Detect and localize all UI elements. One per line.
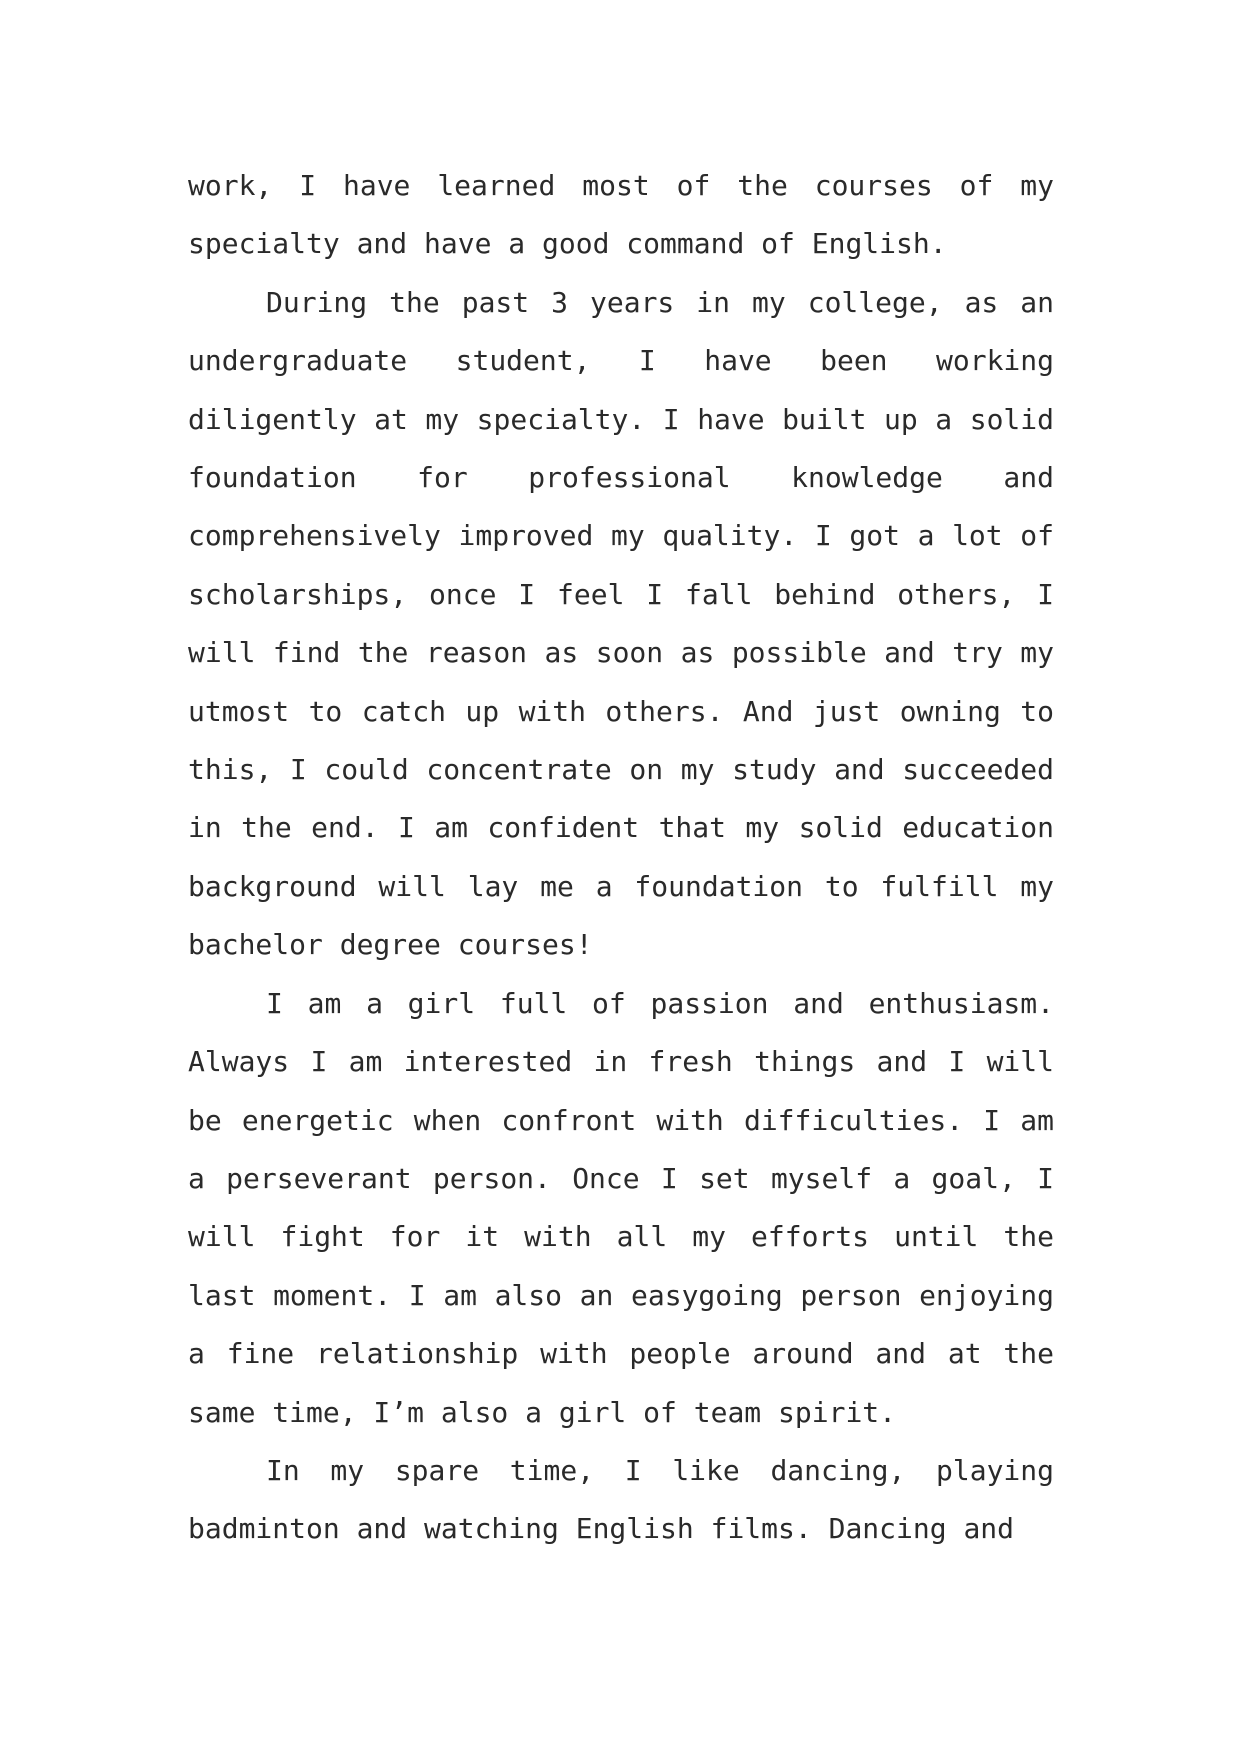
paragraph-continuation: work, I have learned most of the courses of my specialty and have a good command of English. xyxy=(188,169,1054,261)
paragraph-college-study: During the past 3 years in my college, as an undergraduate student, I have been working diligently at my specialty. I have built up a solid foundation for professional knowledge and comprehensively improved my quality. I got a lot of scholarships, once I feel I fall behind others, I will find the reason as soon as possible and try my utmost to catch up with others. And just owning to this, I could concentrate on my study and succeeded in the end. I am confident that my solid education background will lay me a foundation to fulfill my bachelor degree courses! xyxy=(188,285,1054,962)
body-text xyxy=(188,157,1054,1559)
paragraph-personality: I am a girl full of passion and enthusiasm. Always I am interested in fresh things and I will be energetic when confront with difficulties. I am a perseverant person. Once I set myself a goal, I will fight for it with all my efforts until the last moment. I am also an easygoing person enjoying a fine relationship with people around and at the same time, I’m also a girl of team spirit. xyxy=(188,986,1054,1429)
paragraph-hobbies: In my spare time, I like dancing, playing badminton and watching English films. Dancing and xyxy=(188,1453,1054,1546)
